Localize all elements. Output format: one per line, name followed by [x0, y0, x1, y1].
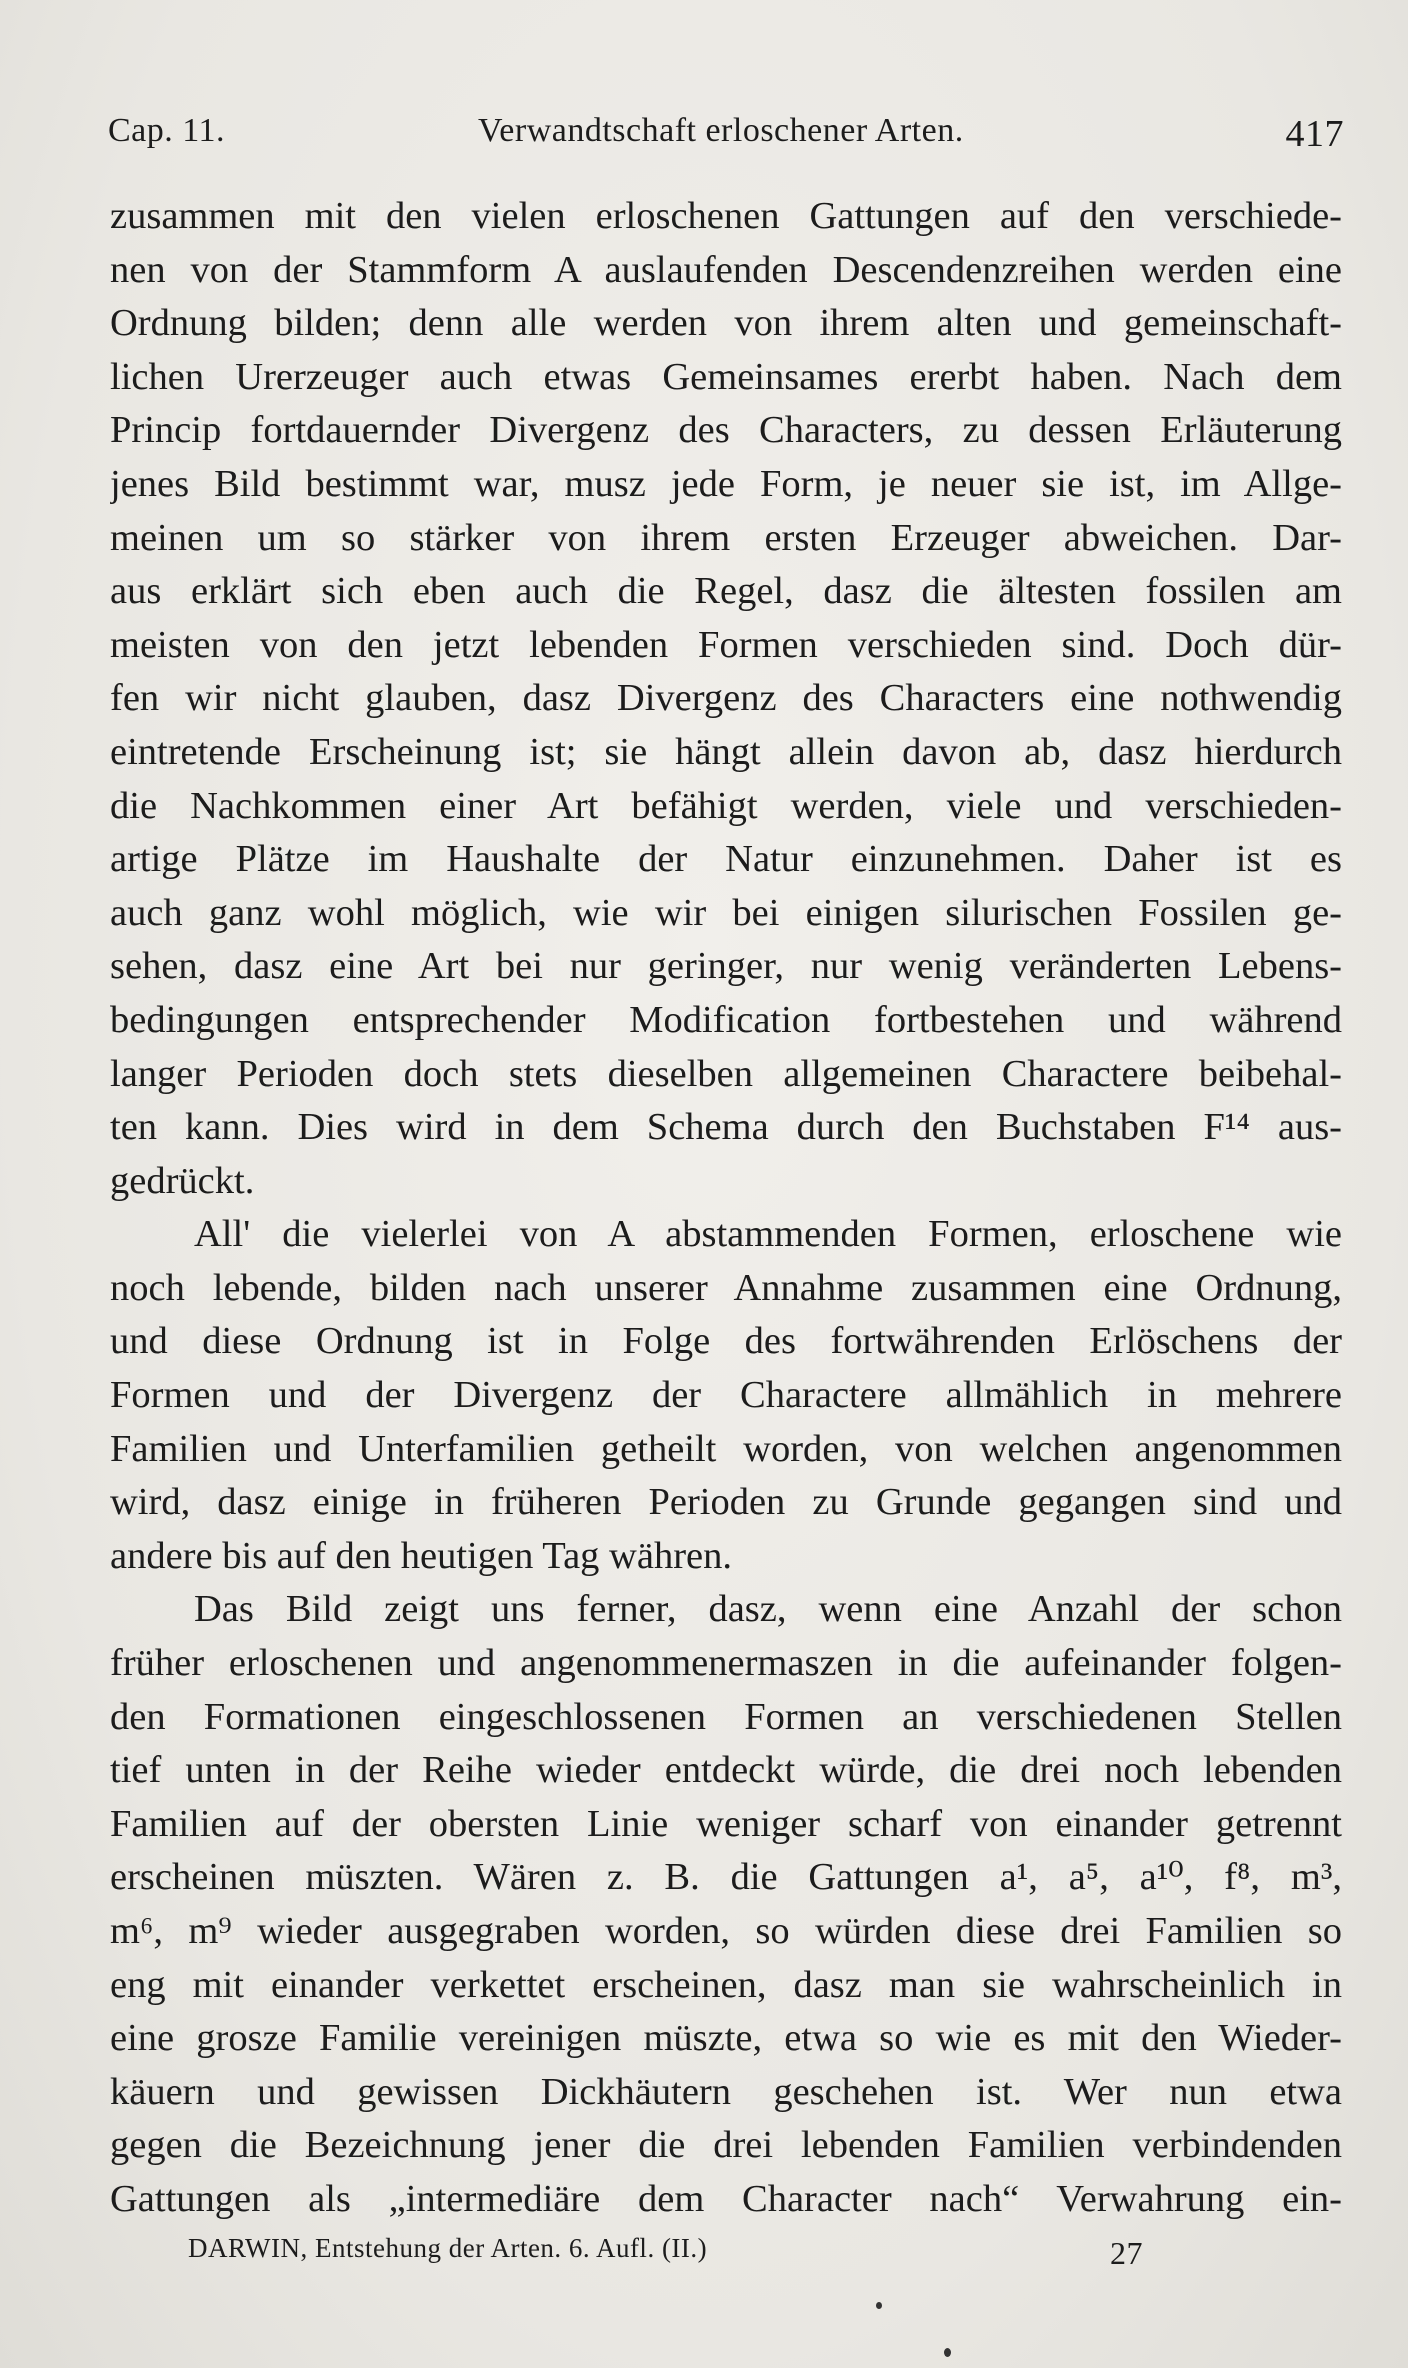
text-line: den Formationen eingeschlossenen Formen an verschiedenen Stellen: [110, 1695, 1342, 1738]
text-line: gedrückt.: [110, 1159, 255, 1202]
text-line: jenes Bild bestimmt war, musz jede Form, je neuer sie ist, im Allge-: [110, 462, 1342, 505]
text-line: lichen Urerzeuger auch etwas Gemeinsames ererbt haben. Nach dem: [110, 355, 1342, 398]
text-line: Ordnung bilden; denn alle werden von ihrem alten und gemeinschaft-: [110, 302, 1342, 345]
text-line: erscheinen müszten. Wären z. B. die Gattungen a¹, a⁵, a¹⁰, f⁸, m³,: [110, 1856, 1342, 1899]
text-line: bedingungen entsprechender Modification fortbestehen und während: [110, 998, 1342, 1041]
body-text: [110, 190, 1342, 2227]
text-line: Formen und der Divergenz der Charactere allmählich in mehrere: [110, 1374, 1342, 1417]
text-line: sehen, dasz eine Art bei nur geringer, nur wenig veränderten Lebens-: [110, 945, 1342, 988]
text-line: All' die vielerlei von A abstammenden Formen, erloschene wie: [194, 1213, 1342, 1256]
text-line: und diese Ordnung ist in Folge des fortwährenden Erlöschens der: [110, 1320, 1342, 1363]
text-line: Familien und Unterfamilien getheilt worden, von welchen angenommen: [110, 1427, 1342, 1470]
text-line: aus erklärt sich eben auch die Regel, dasz die ältesten fossilen am: [110, 570, 1342, 613]
text-line: noch lebende, bilden nach unserer Annahme zusammen eine Ordnung,: [110, 1266, 1342, 1309]
text-line: eintretende Erscheinung ist; sie hängt allein davon ab, dasz hierdurch: [110, 730, 1342, 773]
printer-signature: DARWIN, Entstehung der Arten. 6. Aufl. (II.): [188, 2233, 708, 2263]
ink-speck: [944, 2348, 951, 2357]
text-line: die Nachkommen einer Art befähigt werden, viele und verschieden-: [110, 784, 1342, 827]
text-line: eng mit einander verkettet erscheinen, dasz man sie wahrscheinlich in: [110, 1963, 1342, 2006]
text-line: meinen um so stärker von ihrem ersten Erzeuger abweichen. Dar-: [110, 516, 1342, 559]
running-title: Verwandtschaft erloschener Arten.: [478, 112, 964, 149]
text-line: Das Bild zeigt uns ferner, dasz, wenn eine Anzahl der schon: [194, 1588, 1342, 1631]
text-line: meisten von den jetzt lebenden Formen verschieden sind. Doch dür-: [110, 623, 1342, 666]
text-line: m⁶, m⁹ wieder ausgegraben worden, so würden diese drei Familien so: [110, 1910, 1342, 1952]
text-line: nen von der Stammform A auslaufenden Descendenzreihen werden eine: [110, 248, 1342, 291]
text-line: langer Perioden doch stets dieselben allgemeinen Charactere beibehal-: [110, 1052, 1342, 1095]
signature-line: [188, 2233, 1188, 2273]
text-line: Gattungen als „intermediäre dem Character nach“ Verwahrung ein-: [110, 2177, 1342, 2220]
page-number: 417: [1285, 113, 1344, 155]
chapter-label: Cap. 11.: [108, 112, 226, 149]
text-line: käuern und gewissen Dickhäutern geschehen ist. Wer nun etwa: [110, 2070, 1342, 2113]
text-line: ten kann. Dies wird in dem Schema durch den Buchstaben F¹⁴ aus-: [110, 1106, 1342, 1149]
text-line: Princip fortdauernder Divergenz des Characters, zu dessen Erläuterung: [110, 409, 1342, 452]
text-line: Familien auf der obersten Linie weniger scharf von einander getrennt: [110, 1802, 1342, 1845]
text-line: tief unten in der Reihe wieder entdeckt würde, die drei noch lebenden: [110, 1749, 1342, 1792]
text-line: wird, dasz einige in früheren Perioden zu Grunde gegangen sind und: [110, 1481, 1342, 1524]
signature-number: 27: [1110, 2235, 1143, 2271]
running-header: [108, 112, 1344, 162]
text-line: artige Plätze im Haushalte der Natur einzunehmen. Daher ist es: [110, 838, 1342, 881]
text-line: eine grosze Familie vereinigen müszte, etwa so wie es mit den Wieder-: [110, 2017, 1342, 2060]
text-line: fen wir nicht glauben, dasz Divergenz des Characters eine nothwendig: [110, 677, 1342, 720]
text-line: auch ganz wohl möglich, wie wir bei einigen silurischen Fossilen ge-: [110, 891, 1342, 934]
text-line: gegen die Bezeichnung jener die drei lebenden Familien verbindenden: [110, 2124, 1342, 2167]
text-line: zusammen mit den vielen erloschenen Gattungen auf den verschiede-: [110, 195, 1342, 237]
ink-speck: [876, 2302, 882, 2309]
text-line: früher erloschenen und angenommenermaszen in die aufeinander folgen-: [110, 1642, 1342, 1685]
text-line: andere bis auf den heutigen Tag währen.: [110, 1534, 732, 1577]
